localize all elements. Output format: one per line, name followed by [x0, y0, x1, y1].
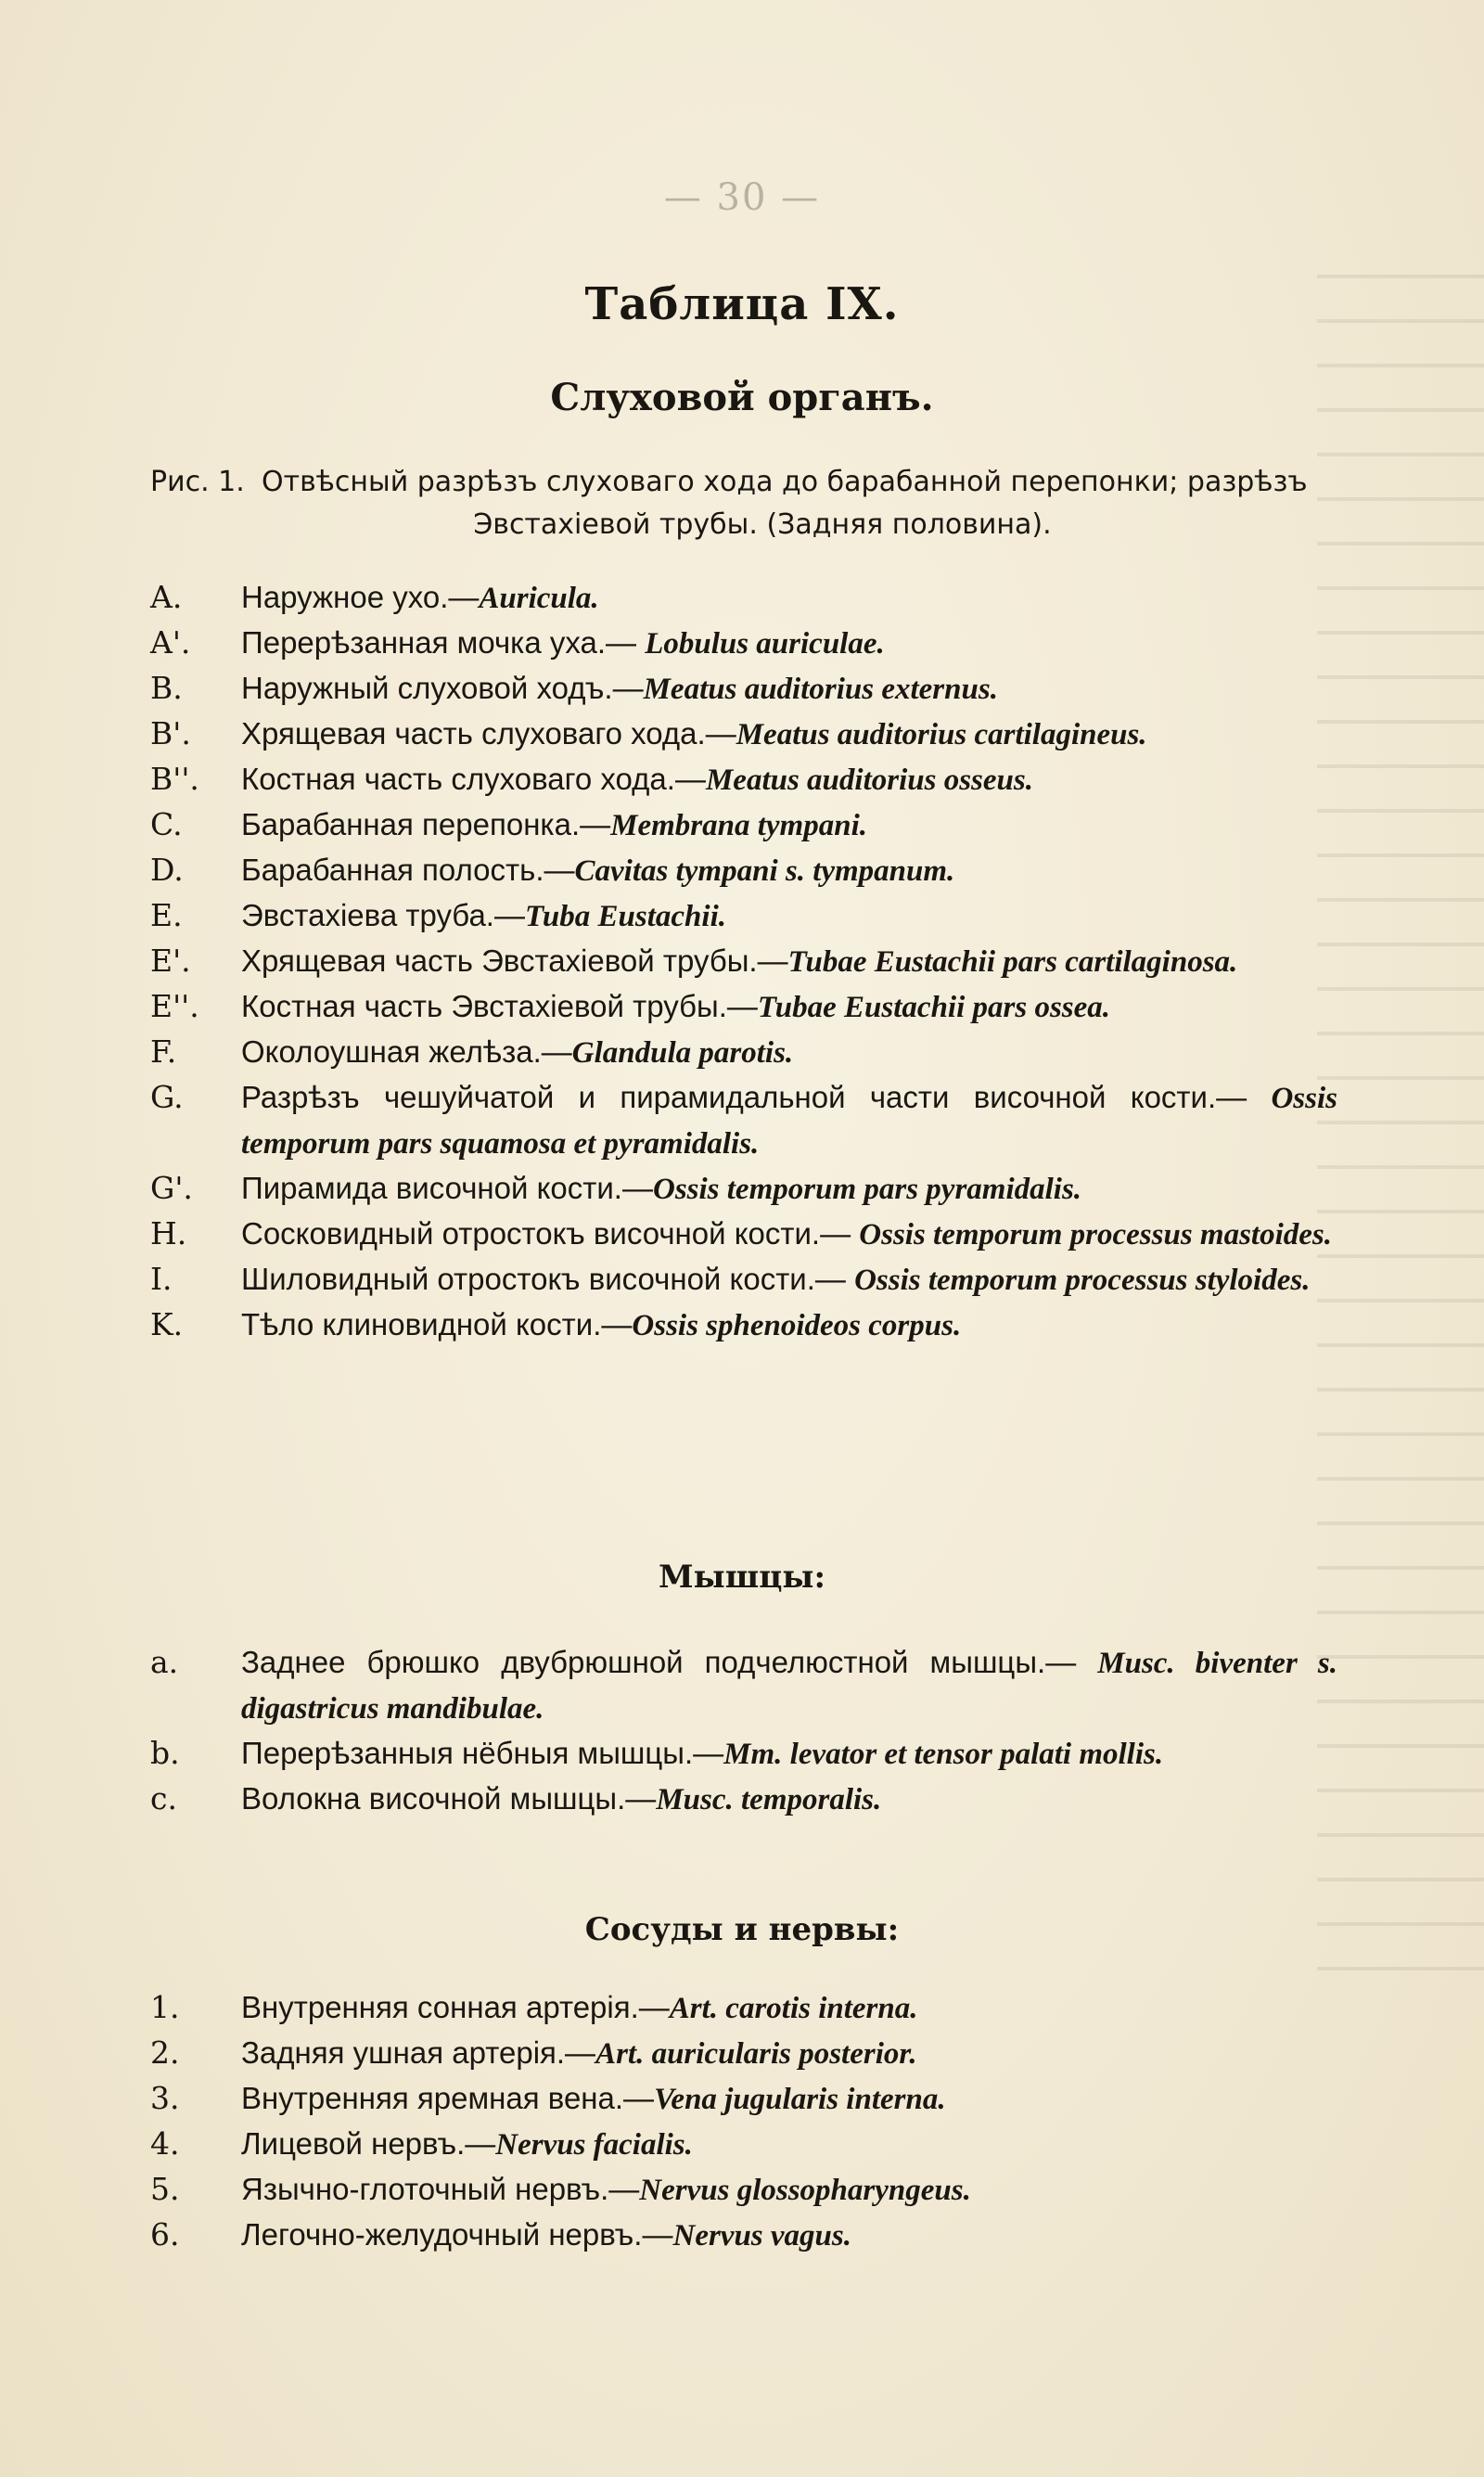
- legend-label: F.: [150, 1033, 177, 1070]
- russian-term: Околоушная желѣза.—: [241, 1034, 572, 1069]
- latin-term: Tuba Eustachii.: [524, 900, 726, 933]
- legend-item: [150, 1075, 1337, 1166]
- latin-term: Ossis sphenoideos corpus.: [632, 1309, 962, 1342]
- legend-label: A'.: [150, 624, 191, 661]
- latin-term: Meatus auditorius osseus.: [705, 764, 1033, 797]
- legend-label: 6.: [150, 2216, 180, 2252]
- russian-term: Сосковидный отростокъ височной кости.—: [241, 1216, 860, 1251]
- legend-item: [150, 848, 1337, 893]
- vessels-heading: Сосуды и нервы:: [584, 1911, 900, 1948]
- legend-item: [150, 1640, 1337, 1731]
- legend-text: [241, 1257, 1337, 1303]
- legend-text: [241, 2076, 1337, 2122]
- latin-term: Ossis temporum processus styloides.: [854, 1264, 1311, 1297]
- latin-term: Meatus auditorius cartilagineus.: [736, 718, 1147, 751]
- russian-term: Язычно-глоточный нервъ.—: [241, 2172, 640, 2206]
- latin-term: Art. carotis interna.: [669, 1992, 918, 2025]
- russian-term: Эвстахіева труба.—: [241, 898, 525, 932]
- legend-text: [241, 1731, 1337, 1777]
- legend-label: G.: [150, 1079, 184, 1115]
- russian-term: Перерѣзанная мочка уха.—: [241, 625, 646, 660]
- figure-caption: [150, 461, 1337, 546]
- muscles-heading: Мышцы:: [658, 1559, 825, 1596]
- latin-term: Nervus glossopharyngeus.: [639, 2174, 971, 2207]
- legend-item: [150, 757, 1337, 802]
- latin-term: Auricula.: [479, 582, 599, 615]
- latin-term: Musc. biventer s. digastricus mandibulae.: [241, 1647, 1337, 1726]
- legend-label: a.: [150, 1644, 179, 1680]
- legend-text: [241, 893, 1337, 939]
- page-number: — 30 —: [663, 176, 821, 219]
- legend-text: [241, 1777, 1337, 1822]
- bleed-through-shadow: [1317, 241, 1484, 2004]
- russian-term: Наружное ухо.—: [241, 580, 480, 614]
- vessels-legend-list: [150, 1985, 1337, 2258]
- russian-term: Перерѣзанныя нёбныя мышцы.—: [241, 1736, 724, 1770]
- legend-text: [241, 621, 1337, 666]
- latin-term: Ossis temporum pars squamosa et pyramidalis.: [241, 1082, 1337, 1161]
- latin-term: Mm. levator et tensor palati mollis.: [723, 1738, 1164, 1771]
- latin-term: Art. auricularis posterior.: [595, 2037, 917, 2071]
- legend-item: [150, 1257, 1337, 1303]
- russian-term: Разрѣзъ чешуйчатой и пирамидальной части височной кости.—: [241, 1080, 1272, 1114]
- legend-item: [150, 1303, 1337, 1348]
- caption-line-2: Эвстахіевой трубы. (Задняя половина).: [473, 508, 1052, 541]
- legend-item: [150, 2031, 1337, 2076]
- legend-text: [241, 1303, 1337, 1348]
- russian-term: Барабанная перепонка.—: [241, 807, 611, 841]
- legend-label: C.: [150, 806, 183, 842]
- legend-text: [241, 1640, 1337, 1731]
- legend-label: 3.: [150, 2080, 180, 2116]
- latin-term: Cavitas tympani s. tympanum.: [574, 854, 955, 888]
- latin-term: Nervus vagus.: [672, 2219, 851, 2252]
- caption-line-1: Отвѣсный разрѣзъ слуховаго хода до барабанной перепонки; разрѣзъ: [262, 466, 1308, 498]
- legend-item: [150, 1030, 1337, 1075]
- latin-term: Lobulus auriculae.: [645, 627, 885, 661]
- caption-prefix: Рис. 1.: [150, 466, 245, 498]
- latin-term: Nervus facialis.: [495, 2128, 693, 2162]
- legend-label: D.: [150, 852, 184, 888]
- legend-text: [241, 1212, 1337, 1257]
- table-title: Таблица IX.: [584, 278, 900, 330]
- latin-term: Musc. temporalis.: [656, 1783, 882, 1816]
- legend-label: E'.: [150, 943, 191, 979]
- legend-item: [150, 621, 1337, 666]
- legend-item: [150, 2213, 1337, 2258]
- legend-item: [150, 2122, 1337, 2167]
- russian-term: Пирамида височной кости.—: [241, 1171, 653, 1205]
- legend-item: [150, 712, 1337, 757]
- russian-term: Легочно-желудочный нервъ.—: [241, 2217, 673, 2252]
- legend-label: K.: [150, 1306, 184, 1342]
- legend-item: [150, 666, 1337, 712]
- legend-text: [241, 984, 1337, 1030]
- legend-label: B''.: [150, 761, 199, 797]
- legend-text: [241, 2167, 1337, 2213]
- legend-label: c.: [150, 1780, 177, 1816]
- muscles-legend-list: [150, 1640, 1337, 1822]
- legend-item: [150, 802, 1337, 848]
- legend-label: b.: [150, 1735, 180, 1771]
- legend-label: 5.: [150, 2171, 180, 2207]
- letter-legend-list: [150, 575, 1337, 1348]
- legend-text: [241, 712, 1337, 757]
- legend-text: [241, 2031, 1337, 2076]
- latin-term: Ossis temporum pars pyramidalis.: [652, 1173, 1082, 1206]
- legend-text: [241, 802, 1337, 848]
- legend-text: [241, 1075, 1337, 1166]
- legend-label: B'.: [150, 715, 191, 751]
- organ-title: Слуховой органъ.: [550, 376, 934, 419]
- legend-item: [150, 893, 1337, 939]
- russian-term: Барабанная полость.—: [241, 853, 575, 887]
- latin-term: Tubae Eustachii pars ossea.: [757, 991, 1111, 1024]
- legend-text: [241, 2213, 1337, 2258]
- legend-item: [150, 1166, 1337, 1212]
- legend-item: [150, 1985, 1337, 2031]
- legend-label: E''.: [150, 988, 199, 1024]
- legend-text: [241, 1166, 1337, 1212]
- legend-item: [150, 2076, 1337, 2122]
- russian-term: Волокна височной мышцы.—: [241, 1781, 657, 1816]
- legend-item: [150, 1777, 1337, 1822]
- legend-item: [150, 1731, 1337, 1777]
- legend-label: 2.: [150, 2034, 180, 2071]
- latin-term: Membrana tympani.: [610, 809, 867, 842]
- legend-item: [150, 984, 1337, 1030]
- legend-label: B.: [150, 670, 183, 706]
- legend-label: E.: [150, 897, 183, 933]
- russian-term: Костная часть Эвстахіевой трубы.—: [241, 989, 758, 1023]
- legend-label: 4.: [150, 2125, 180, 2162]
- latin-term: Meatus auditorius externus.: [643, 673, 998, 706]
- legend-text: [241, 666, 1337, 712]
- russian-term: Внутренняя сонная артерія.—: [241, 1990, 670, 2024]
- russian-term: Лицевой нервъ.—: [241, 2126, 496, 2161]
- latin-term: Ossis temporum processus mastoides.: [859, 1218, 1333, 1251]
- russian-term: Хрящевая часть слуховаго хода.—: [241, 716, 736, 751]
- legend-text: [241, 848, 1337, 893]
- russian-term: Заднее брюшко двубрюшной подчелюстной мышцы.—: [241, 1645, 1098, 1679]
- legend-label: G'.: [150, 1170, 193, 1206]
- russian-term: Внутренняя яремная вена.—: [241, 2081, 655, 2115]
- legend-label: H.: [150, 1215, 187, 1251]
- latin-term: Vena jugularis interna.: [654, 2083, 946, 2116]
- legend-text: [241, 1985, 1337, 2031]
- legend-item: [150, 1212, 1337, 1257]
- legend-item: [150, 939, 1337, 984]
- legend-label: I.: [150, 1261, 173, 1297]
- russian-term: Задняя ушная артерія.—: [241, 2035, 596, 2070]
- latin-term: Glandula parotis.: [571, 1036, 794, 1070]
- legend-label: 1.: [150, 1989, 180, 2025]
- legend-text: [241, 939, 1337, 984]
- russian-term: Костная часть слуховаго хода.—: [241, 762, 706, 796]
- legend-text: [241, 575, 1337, 621]
- russian-term: Наружный слуховой ходъ.—: [241, 671, 644, 705]
- russian-term: Хрящевая часть Эвстахіевой трубы.—: [241, 943, 788, 978]
- legend-text: [241, 1030, 1337, 1075]
- russian-term: Тѣло клиновидной кости.—: [241, 1307, 633, 1341]
- russian-term: Шиловидный отростокъ височной кости.—: [241, 1262, 855, 1296]
- legend-item: [150, 2167, 1337, 2213]
- legend-item: [150, 575, 1337, 621]
- legend-text: [241, 2122, 1337, 2167]
- legend-label: A.: [150, 579, 183, 615]
- latin-term: Tubae Eustachii pars cartilaginosa.: [787, 945, 1238, 979]
- legend-text: [241, 757, 1337, 802]
